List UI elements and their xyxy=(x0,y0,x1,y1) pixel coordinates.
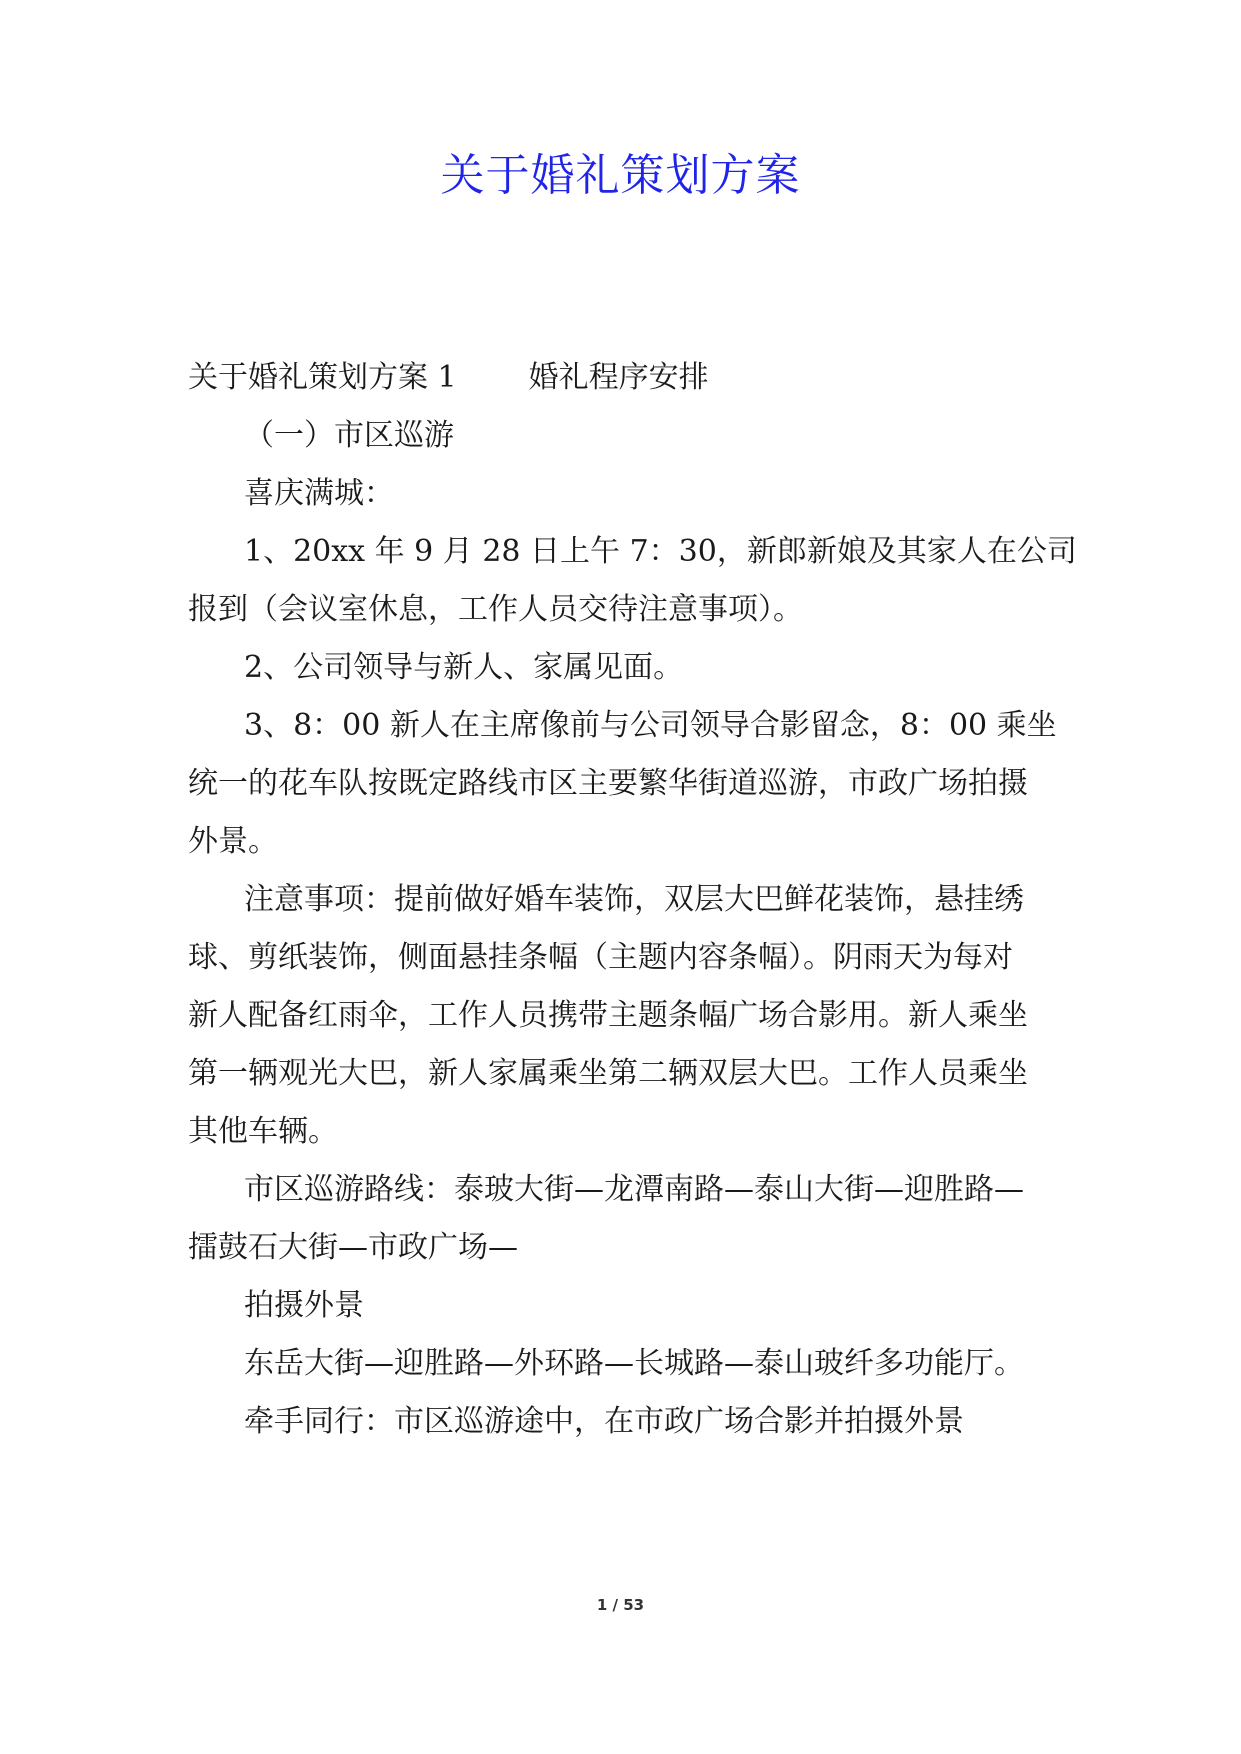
paragraph-line: 2、公司领导与新人、家属见面。 xyxy=(244,650,684,685)
paragraph-line: 市区巡游路线：泰玻大街—龙潭南路—泰山大街—迎胜路— xyxy=(244,1172,1024,1207)
paragraph-line: 喜庆满城： xyxy=(244,476,394,511)
paragraph-line: 其他车辆。 xyxy=(188,1114,338,1149)
paragraph-line: 第一辆观光大巴，新人家属乘坐第二辆双层大巴。工作人员乘坐 xyxy=(188,1056,1028,1091)
document-title: 关于婚礼策划方案 xyxy=(440,150,801,201)
paragraph-line: 牵手同行：市区巡游途中，在市政广场合影并拍摄外景 xyxy=(244,1404,964,1439)
paragraph-line: 擂鼓石大街—市政广场— xyxy=(188,1230,518,1265)
paragraph-line: 注意事项：提前做好婚车装饰，双层大巴鲜花装饰，悬挂绣 xyxy=(244,882,1024,917)
section-heading-subtitle: 婚礼程序安排 xyxy=(528,360,709,395)
section-heading-title: 关于婚礼策划方案 1 xyxy=(188,360,457,395)
paragraph-line: （一）市区巡游 xyxy=(244,418,454,453)
paragraph-line: 球、剪纸装饰，侧面悬挂条幅（主题内容条幅）。阴雨天为每对 xyxy=(188,940,1013,975)
paragraph-line: 统一的花车队按既定路线市区主要繁华街道巡游，市政广场拍摄 xyxy=(188,766,1028,801)
paragraph-line: 1、20xx 年 9 月 28 日上午 7：30，新郎新娘及其家人在公司 xyxy=(244,534,1077,569)
paragraph-line: 东岳大街—迎胜路—外环路—长城路—泰山玻纤多功能厅。 xyxy=(244,1346,1024,1381)
section-heading xyxy=(188,358,709,398)
paragraph-line: 3、8：00 新人在主席像前与公司领导合影留念，8：00 乘坐 xyxy=(244,708,1057,743)
paragraph-line: 拍摄外景 xyxy=(244,1288,364,1323)
paragraph-line: 新人配备红雨伞，工作人员携带主题条幅广场合影用。新人乘坐 xyxy=(188,998,1028,1033)
page-indicator: 1 / 53 xyxy=(596,1596,645,1614)
paragraph-line: 报到（会议室休息，工作人员交待注意事项）。 xyxy=(188,592,803,627)
paragraph-line: 外景。 xyxy=(188,824,278,859)
